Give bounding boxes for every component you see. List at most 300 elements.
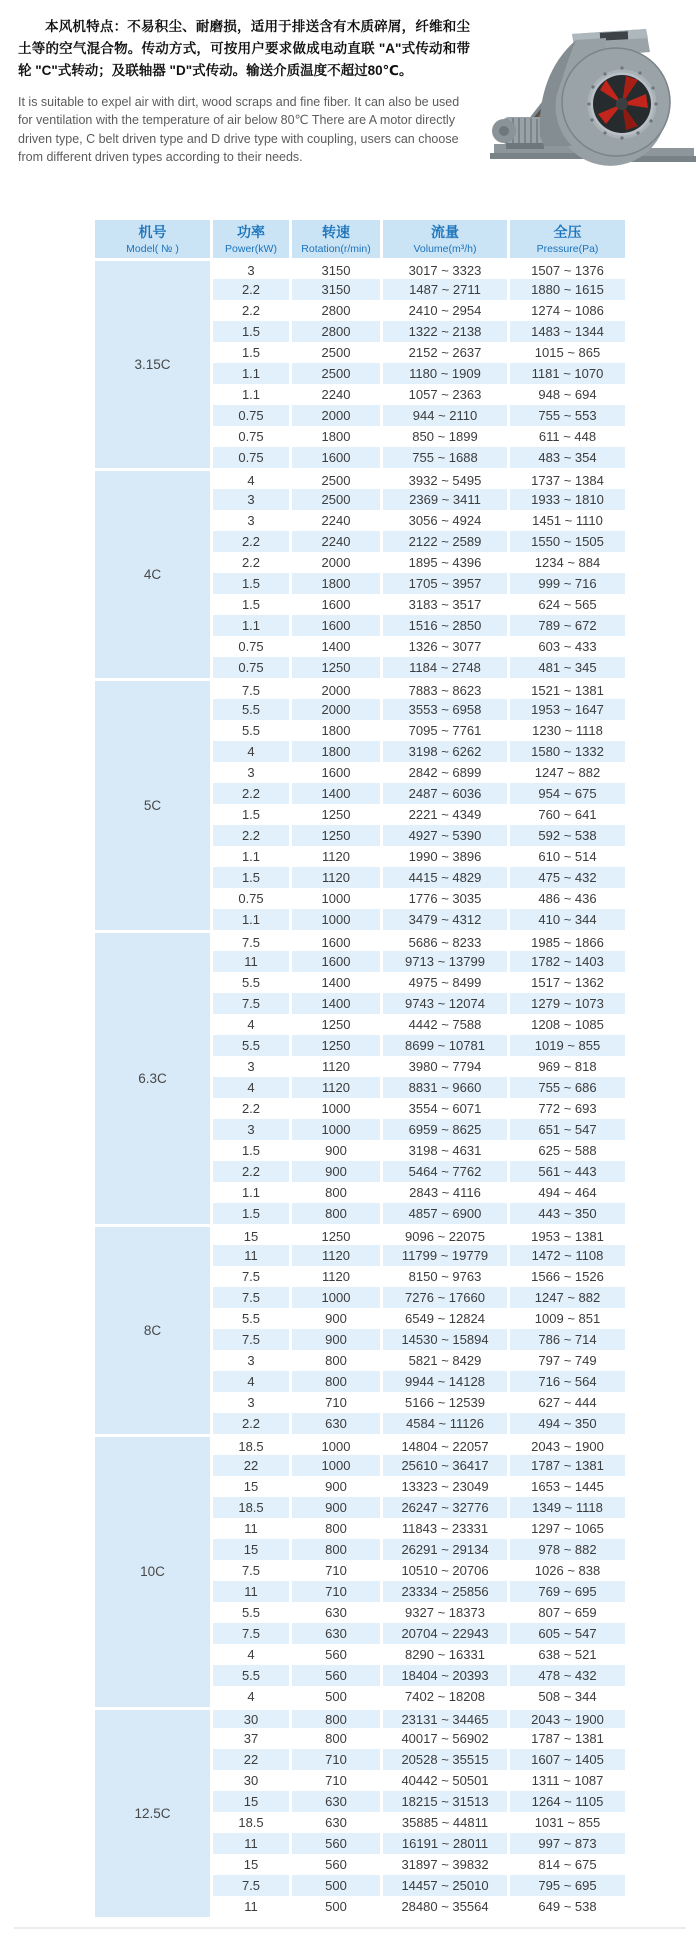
cell-pressure: 1787 ~ 1381 (510, 1728, 625, 1749)
cell-rotation: 710 (292, 1392, 380, 1413)
cell-rotation: 2000 (292, 699, 380, 720)
cell-pressure: 1653 ~ 1445 (510, 1476, 625, 1497)
cell-rotation: 1600 (292, 930, 380, 951)
cell-pressure: 1009 ~ 851 (510, 1308, 625, 1329)
header-label-zh: 转速 (322, 224, 350, 240)
cell-power: 3 (213, 1392, 289, 1413)
cell-pressure: 1880 ~ 1615 (510, 279, 625, 300)
cell-rotation: 1600 (292, 594, 380, 615)
cell-pressure: 443 ~ 350 (510, 1203, 625, 1224)
cell-volume: 14530 ~ 15894 (383, 1329, 507, 1350)
cell-power: 1.1 (213, 384, 289, 405)
cell-rotation: 800 (292, 1182, 380, 1203)
cell-volume: 3198 ~ 4631 (383, 1140, 507, 1161)
cell-pressure: 1953 ~ 1381 (510, 1224, 625, 1245)
cell-rotation: 560 (292, 1665, 380, 1686)
cell-pressure: 610 ~ 514 (510, 846, 625, 867)
cell-power: 2.2 (213, 1098, 289, 1119)
cell-pressure: 1782 ~ 1403 (510, 951, 625, 972)
cell-volume: 4442 ~ 7588 (383, 1014, 507, 1035)
cell-power: 4 (213, 1371, 289, 1392)
cell-rotation: 1000 (292, 1098, 380, 1119)
cell-volume: 7402 ~ 18208 (383, 1686, 507, 1707)
intro-section (0, 14, 700, 170)
cell-pressure: 1550 ~ 1505 (510, 531, 625, 552)
cell-volume: 4975 ~ 8499 (383, 972, 507, 993)
cell-pressure: 651 ~ 547 (510, 1119, 625, 1140)
cell-pressure: 999 ~ 716 (510, 573, 625, 594)
cell-volume: 7095 ~ 7761 (383, 720, 507, 741)
cell-rotation: 630 (292, 1413, 380, 1434)
table-row (95, 1707, 625, 1728)
cell-pressure: 1208 ~ 1085 (510, 1014, 625, 1035)
cell-pressure: 494 ~ 464 (510, 1182, 625, 1203)
cell-pressure: 2043 ~ 1900 (510, 1707, 625, 1728)
cell-power: 2.2 (213, 279, 289, 300)
cell-pressure: 1181 ~ 1070 (510, 363, 625, 384)
cell-volume: 3554 ~ 6071 (383, 1098, 507, 1119)
cell-rotation: 1400 (292, 993, 380, 1014)
col-header-model (95, 220, 210, 258)
cell-power: 22 (213, 1749, 289, 1770)
cell-power: 4 (213, 1686, 289, 1707)
cell-volume: 3932 ~ 5495 (383, 468, 507, 489)
cell-rotation: 800 (292, 1350, 380, 1371)
table-row (95, 468, 625, 489)
cell-power: 15 (213, 1224, 289, 1245)
cell-pressure: 807 ~ 659 (510, 1602, 625, 1623)
cell-volume: 1776 ~ 3035 (383, 888, 507, 909)
cell-power: 0.75 (213, 426, 289, 447)
cell-power: 1.1 (213, 1182, 289, 1203)
cell-rotation: 1120 (292, 867, 380, 888)
cell-pressure: 605 ~ 547 (510, 1623, 625, 1644)
cell-volume: 16191 ~ 28011 (383, 1833, 507, 1854)
cell-power: 5.5 (213, 1602, 289, 1623)
cell-pressure: 1031 ~ 855 (510, 1812, 625, 1833)
cell-pressure: 755 ~ 686 (510, 1077, 625, 1098)
cell-rotation: 710 (292, 1749, 380, 1770)
cell-rotation: 900 (292, 1476, 380, 1497)
cell-rotation: 1250 (292, 804, 380, 825)
cell-pressure: 1521 ~ 1381 (510, 678, 625, 699)
cell-rotation: 1800 (292, 426, 380, 447)
cell-volume: 31897 ~ 39832 (383, 1854, 507, 1875)
cell-power: 7.5 (213, 1287, 289, 1308)
cell-power: 22 (213, 1455, 289, 1476)
cell-pressure: 1230 ~ 1118 (510, 720, 625, 741)
cell-rotation: 800 (292, 1539, 380, 1560)
cell-power: 2.2 (213, 300, 289, 321)
cell-volume: 40442 ~ 50501 (383, 1770, 507, 1791)
cell-volume: 1322 ~ 2138 (383, 321, 507, 342)
cell-power: 1.5 (213, 573, 289, 594)
cell-power: 11 (213, 951, 289, 972)
cell-pressure: 1607 ~ 1405 (510, 1749, 625, 1770)
cell-volume: 1184 ~ 2748 (383, 657, 507, 678)
cell-volume: 2842 ~ 6899 (383, 762, 507, 783)
cell-rotation: 1120 (292, 1266, 380, 1287)
cell-volume: 1326 ~ 3077 (383, 636, 507, 657)
cell-pressure: 1483 ~ 1344 (510, 321, 625, 342)
cell-pressure: 948 ~ 694 (510, 384, 625, 405)
cell-volume: 35885 ~ 44811 (383, 1812, 507, 1833)
table-row (95, 1224, 625, 1245)
cell-rotation: 710 (292, 1770, 380, 1791)
cell-pressure: 760 ~ 641 (510, 804, 625, 825)
cell-pressure: 1472 ~ 1108 (510, 1245, 625, 1266)
cell-pressure: 786 ~ 714 (510, 1329, 625, 1350)
cell-pressure: 483 ~ 354 (510, 447, 625, 468)
cell-pressure: 1026 ~ 838 (510, 1560, 625, 1581)
cell-rotation: 2000 (292, 405, 380, 426)
cell-pressure: 1933 ~ 1810 (510, 489, 625, 510)
header-label-en: Model( № ) (126, 242, 179, 255)
intro-paragraph-zh: 本风机特点：不易积尘、耐磨损，适用于排送含有木质碎屑，纤维和尘土等的空气混合物。传动方式，可按用户要求做成电动直联 "A"式传动和带轮 "C"式转动；及联轴器 "D"式传动。输送介质温度不超过80℃。 (18, 19, 470, 78)
cell-pressure: 769 ~ 695 (510, 1581, 625, 1602)
cell-power: 3 (213, 1350, 289, 1371)
cell-pressure: 1264 ~ 1105 (510, 1791, 625, 1812)
header-row (95, 220, 625, 258)
cell-pressure: 627 ~ 444 (510, 1392, 625, 1413)
cell-rotation: 560 (292, 1854, 380, 1875)
cell-volume: 1516 ~ 2850 (383, 615, 507, 636)
cell-volume: 2843 ~ 4116 (383, 1182, 507, 1203)
cell-pressure: 1985 ~ 1866 (510, 930, 625, 951)
model-cell: 10C (95, 1434, 210, 1707)
cell-volume: 1180 ~ 1909 (383, 363, 507, 384)
cell-power: 7.5 (213, 1560, 289, 1581)
header-label-en: Power(kW) (225, 242, 277, 255)
cell-volume: 2152 ~ 2637 (383, 342, 507, 363)
cell-pressure: 997 ~ 873 (510, 1833, 625, 1854)
cell-power: 0.75 (213, 888, 289, 909)
cell-pressure: 1311 ~ 1087 (510, 1770, 625, 1791)
cell-rotation: 1600 (292, 762, 380, 783)
cell-rotation: 2500 (292, 489, 380, 510)
cell-pressure: 797 ~ 749 (510, 1350, 625, 1371)
cell-rotation: 630 (292, 1623, 380, 1644)
cell-pressure: 625 ~ 588 (510, 1140, 625, 1161)
cell-rotation: 1120 (292, 846, 380, 867)
cell-volume: 4584 ~ 11126 (383, 1413, 507, 1434)
cell-power: 2.2 (213, 1413, 289, 1434)
cell-volume: 2410 ~ 2954 (383, 300, 507, 321)
cell-power: 7.5 (213, 1875, 289, 1896)
intro-paragraph-en: It is suitable to expel air with dirt, wood scraps and fine fiber. It can also be used for ventilation with the temperature of air below 80℃ There are A motor directly driven type, C belt driven type and D drive type with coupling, users can choose from different driven types according to their needs. (18, 95, 460, 164)
cell-power: 7.5 (213, 1266, 289, 1287)
table-row (95, 930, 625, 951)
cell-volume: 26291 ~ 29134 (383, 1539, 507, 1560)
cell-rotation: 560 (292, 1833, 380, 1854)
cell-power: 5.5 (213, 972, 289, 993)
cell-power: 1.1 (213, 909, 289, 930)
cell-pressure: 624 ~ 565 (510, 594, 625, 615)
cell-pressure: 1517 ~ 1362 (510, 972, 625, 993)
cell-volume: 8831 ~ 9660 (383, 1077, 507, 1098)
cell-power: 1.5 (213, 321, 289, 342)
cell-pressure: 1507 ~ 1376 (510, 258, 625, 279)
cell-volume: 2487 ~ 6036 (383, 783, 507, 804)
cell-volume: 8290 ~ 16331 (383, 1644, 507, 1665)
cell-rotation: 2500 (292, 342, 380, 363)
cell-power: 11 (213, 1581, 289, 1602)
page-bottom-edge (14, 1927, 686, 1929)
cell-rotation: 1600 (292, 951, 380, 972)
cell-rotation: 2240 (292, 510, 380, 531)
cell-volume: 14804 ~ 22057 (383, 1434, 507, 1455)
cell-rotation: 800 (292, 1371, 380, 1392)
cell-power: 15 (213, 1854, 289, 1875)
cell-pressure: 1349 ~ 1118 (510, 1497, 625, 1518)
model-cell: 12.5C (95, 1707, 210, 1917)
cell-volume: 755 ~ 1688 (383, 447, 507, 468)
cell-rotation: 2500 (292, 363, 380, 384)
cell-power: 1.5 (213, 804, 289, 825)
cell-volume: 944 ~ 2110 (383, 405, 507, 426)
cell-pressure: 611 ~ 448 (510, 426, 625, 447)
cell-power: 0.75 (213, 636, 289, 657)
header-label-zh: 流量 (431, 224, 459, 240)
cell-volume: 14457 ~ 25010 (383, 1875, 507, 1896)
cell-pressure: 1019 ~ 855 (510, 1035, 625, 1056)
cell-rotation: 1400 (292, 783, 380, 804)
cell-volume: 3980 ~ 7794 (383, 1056, 507, 1077)
cell-rotation: 1800 (292, 741, 380, 762)
cell-power: 11 (213, 1896, 289, 1917)
cell-pressure: 1737 ~ 1384 (510, 468, 625, 489)
cell-power: 5.5 (213, 699, 289, 720)
cell-rotation: 1250 (292, 1035, 380, 1056)
cell-pressure: 1274 ~ 1086 (510, 300, 625, 321)
product-photo (480, 18, 700, 170)
cell-power: 18.5 (213, 1812, 289, 1833)
cell-power: 0.75 (213, 447, 289, 468)
cell-volume: 4927 ~ 5390 (383, 825, 507, 846)
table-row (95, 258, 625, 279)
cell-volume: 4415 ~ 4829 (383, 867, 507, 888)
cell-rotation: 1400 (292, 972, 380, 993)
cell-pressure: 1247 ~ 882 (510, 762, 625, 783)
cell-pressure: 1279 ~ 1073 (510, 993, 625, 1014)
cell-volume: 7883 ~ 8623 (383, 678, 507, 699)
table-row (95, 1434, 625, 1455)
col-header-power (213, 220, 289, 258)
table-header (95, 220, 625, 258)
cell-volume: 1487 ~ 2711 (383, 279, 507, 300)
cell-volume: 28480 ~ 35564 (383, 1896, 507, 1917)
cell-rotation: 1000 (292, 1455, 380, 1476)
cell-power: 2.2 (213, 552, 289, 573)
cell-volume: 26247 ~ 32776 (383, 1497, 507, 1518)
cell-volume: 1057 ~ 2363 (383, 384, 507, 405)
cell-rotation: 500 (292, 1875, 380, 1896)
cell-volume: 3198 ~ 6262 (383, 741, 507, 762)
cell-volume: 25610 ~ 36417 (383, 1455, 507, 1476)
cell-power: 2.2 (213, 825, 289, 846)
cell-pressure: 475 ~ 432 (510, 867, 625, 888)
cell-pressure: 755 ~ 553 (510, 405, 625, 426)
cell-pressure: 814 ~ 675 (510, 1854, 625, 1875)
cell-power: 2.2 (213, 1161, 289, 1182)
cell-volume: 20528 ~ 35515 (383, 1749, 507, 1770)
cell-rotation: 1000 (292, 1287, 380, 1308)
cell-volume: 2369 ~ 3411 (383, 489, 507, 510)
cell-power: 3 (213, 510, 289, 531)
cell-volume: 5166 ~ 12539 (383, 1392, 507, 1413)
cell-pressure: 978 ~ 882 (510, 1539, 625, 1560)
cell-power: 15 (213, 1539, 289, 1560)
cell-volume: 40017 ~ 56902 (383, 1728, 507, 1749)
cell-power: 3 (213, 1056, 289, 1077)
cell-volume: 3479 ~ 4312 (383, 909, 507, 930)
cell-pressure: 508 ~ 344 (510, 1686, 625, 1707)
cell-power: 7.5 (213, 678, 289, 699)
cell-rotation: 900 (292, 1308, 380, 1329)
cell-volume: 11843 ~ 23331 (383, 1518, 507, 1539)
cell-rotation: 630 (292, 1791, 380, 1812)
col-header-pressure (510, 220, 625, 258)
cell-power: 1.5 (213, 342, 289, 363)
cell-power: 30 (213, 1707, 289, 1728)
cell-pressure: 561 ~ 443 (510, 1161, 625, 1182)
cell-pressure: 592 ~ 538 (510, 825, 625, 846)
cell-pressure: 1787 ~ 1381 (510, 1455, 625, 1476)
header-label-zh: 功率 (237, 224, 265, 240)
cell-rotation: 2000 (292, 552, 380, 573)
cell-power: 5.5 (213, 720, 289, 741)
cell-volume: 10510 ~ 20706 (383, 1560, 507, 1581)
cell-pressure: 2043 ~ 1900 (510, 1434, 625, 1455)
cell-power: 7.5 (213, 1329, 289, 1350)
cell-power: 0.75 (213, 405, 289, 426)
cell-power: 1.5 (213, 1140, 289, 1161)
cell-pressure: 969 ~ 818 (510, 1056, 625, 1077)
cell-rotation: 1400 (292, 636, 380, 657)
cell-pressure: 789 ~ 672 (510, 615, 625, 636)
cell-rotation: 900 (292, 1497, 380, 1518)
cell-power: 4 (213, 468, 289, 489)
model-cell: 6.3C (95, 930, 210, 1224)
cell-rotation: 900 (292, 1161, 380, 1182)
cell-rotation: 1250 (292, 657, 380, 678)
cell-rotation: 630 (292, 1812, 380, 1833)
cell-volume: 1895 ~ 4396 (383, 552, 507, 573)
cell-power: 2.2 (213, 531, 289, 552)
cell-volume: 9327 ~ 18373 (383, 1602, 507, 1623)
header-label-zh: 全压 (553, 224, 582, 240)
cell-power: 4 (213, 1644, 289, 1665)
cell-rotation: 800 (292, 1707, 380, 1728)
cell-rotation: 900 (292, 1140, 380, 1161)
cell-power: 3 (213, 258, 289, 279)
cell-rotation: 2240 (292, 531, 380, 552)
cell-rotation: 800 (292, 1728, 380, 1749)
cell-rotation: 2800 (292, 300, 380, 321)
cell-rotation: 710 (292, 1581, 380, 1602)
cell-volume: 5821 ~ 8429 (383, 1350, 507, 1371)
cell-volume: 9096 ~ 22075 (383, 1224, 507, 1245)
cell-rotation: 1800 (292, 573, 380, 594)
spec-table-body (95, 258, 625, 1917)
cell-power: 18.5 (213, 1434, 289, 1455)
centrifugal-fan-image (480, 18, 700, 170)
cell-rotation: 1120 (292, 1056, 380, 1077)
cell-rotation: 630 (292, 1602, 380, 1623)
cell-volume: 5464 ~ 7762 (383, 1161, 507, 1182)
cell-volume: 1990 ~ 3896 (383, 846, 507, 867)
cell-pressure: 478 ~ 432 (510, 1665, 625, 1686)
cell-volume: 7276 ~ 17660 (383, 1287, 507, 1308)
cell-rotation: 1000 (292, 888, 380, 909)
cell-volume: 23131 ~ 34465 (383, 1707, 507, 1728)
cell-power: 1.1 (213, 363, 289, 384)
cell-volume: 23334 ~ 25856 (383, 1581, 507, 1602)
model-cell: 3.15C (95, 258, 210, 468)
cell-volume: 6549 ~ 12824 (383, 1308, 507, 1329)
cell-pressure: 954 ~ 675 (510, 783, 625, 804)
cell-rotation: 1250 (292, 1014, 380, 1035)
cell-rotation: 2000 (292, 678, 380, 699)
cell-rotation: 3150 (292, 279, 380, 300)
cell-power: 4 (213, 1077, 289, 1098)
cell-rotation: 560 (292, 1644, 380, 1665)
cell-volume: 13323 ~ 23049 (383, 1476, 507, 1497)
cell-volume: 1705 ~ 3957 (383, 573, 507, 594)
cell-power: 15 (213, 1476, 289, 1497)
col-header-volume (383, 220, 507, 258)
cell-rotation: 2240 (292, 384, 380, 405)
intro-text-block (18, 16, 470, 166)
cell-power: 5.5 (213, 1035, 289, 1056)
spec-table (92, 220, 628, 1917)
cell-rotation: 1600 (292, 615, 380, 636)
cell-pressure: 481 ~ 345 (510, 657, 625, 678)
cell-rotation: 1600 (292, 447, 380, 468)
cell-rotation: 1000 (292, 909, 380, 930)
model-cell: 8C (95, 1224, 210, 1434)
cell-pressure: 410 ~ 344 (510, 909, 625, 930)
cell-power: 37 (213, 1728, 289, 1749)
cell-power: 3 (213, 489, 289, 510)
cell-pressure: 638 ~ 521 (510, 1644, 625, 1665)
cell-pressure: 1297 ~ 1065 (510, 1518, 625, 1539)
cell-rotation: 2800 (292, 321, 380, 342)
cell-power: 4 (213, 1014, 289, 1035)
cell-power: 18.5 (213, 1497, 289, 1518)
cell-power: 1.1 (213, 615, 289, 636)
cell-power: 5.5 (213, 1308, 289, 1329)
cell-volume: 9743 ~ 12074 (383, 993, 507, 1014)
cell-power: 11 (213, 1833, 289, 1854)
cell-volume: 8150 ~ 9763 (383, 1266, 507, 1287)
cell-rotation: 500 (292, 1686, 380, 1707)
cell-rotation: 1120 (292, 1245, 380, 1266)
cell-rotation: 1000 (292, 1119, 380, 1140)
cell-rotation: 900 (292, 1329, 380, 1350)
cell-power: 15 (213, 1791, 289, 1812)
cell-volume: 9713 ~ 13799 (383, 951, 507, 972)
cell-power: 5.5 (213, 1665, 289, 1686)
header-label-en: Rotation(r/min) (301, 242, 371, 255)
cell-volume: 2221 ~ 4349 (383, 804, 507, 825)
cell-rotation: 800 (292, 1518, 380, 1539)
cell-volume: 5686 ~ 8233 (383, 930, 507, 951)
cell-rotation: 1250 (292, 1224, 380, 1245)
cell-power: 1.5 (213, 1203, 289, 1224)
cell-power: 1.5 (213, 867, 289, 888)
cell-volume: 18215 ~ 31513 (383, 1791, 507, 1812)
